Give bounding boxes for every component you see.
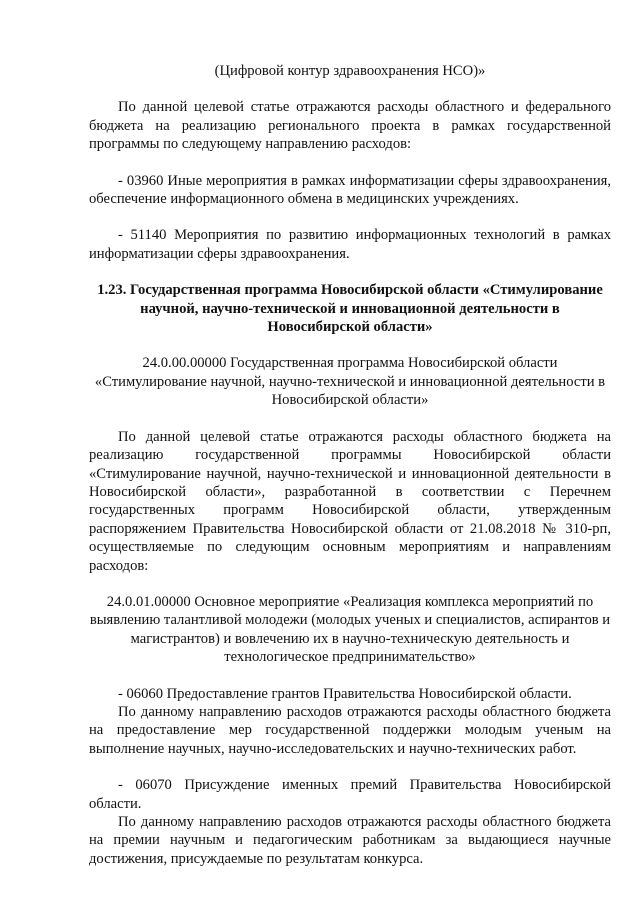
program-code-title: 24.0.00.00000 Государственная программа Новосибирской области «Стимулирование научной, научно-технической и инновационной деятельности в Новосибирской области» (94, 355, 606, 409)
expense-item-06060: - 06060 Предоставление грантов Правительства Новосибирской области. (118, 685, 572, 702)
paragraph-expenses-intro: По данной целевой статье отражаются расходы областного и федерального бюджета на реализацию регионального проекта в рамках государственной программы по следующему направлению расходов: (89, 99, 611, 153)
main-activity-title: 24.0.01.00000 Основное мероприятие «Реализация комплекса мероприятий по выявлению талантливой молодежи (молодых ученых и специалистов, аспирантов и магистрантов) и вовлечению их в научно-техническую деятельность и технологическое предпринимательство» (89, 593, 611, 666)
expense-item-51140: - 51140 Мероприятия по развитию информационных технологий в рамках информатизации сферы здравоохранения. (89, 227, 611, 262)
document-body (89, 62, 611, 868)
expense-item-06070: - 06070 Присуждение именных премий Правительства Новосибирской области. (89, 777, 611, 812)
paragraph-06070-description: По данному направлению расходов отражаются расходы областного бюджета на премии научным и педагогическим работникам за выдающиеся научные достижения, присуждаемые по результатам конкурса. (89, 814, 611, 867)
paragraph-06060-description: По данному направлению расходов отражаются расходы областного бюджета на предоставление мер государственной поддержки молодым ученым на выполнение научных, научно-исследовательских и научно-технических работ. (89, 703, 611, 757)
expense-item-03960: - 03960 Иные мероприятия в рамках информатизации сферы здравоохранения, обеспечение информационного обмена в медицинских учреждениях. (89, 172, 611, 208)
section-heading-1-23: 1.23. Государственная программа Новосибирской области «Стимулирование научной, научно-технической и инновационной деятельности в Новосибирской области» (97, 282, 603, 336)
paragraph-program-description: По данной целевой статье отражаются расходы областного бюджета на реализацию государственной программы Новосибирской области «Стимулирование научной, научно-технической и инновационной деятельности в Новосибирской области», разработанной в соответствии с Перечнем государственных программ Новосибирской области, утвержденным распоряжением Правительства Новосибирской области от 21.08.2018 № 310-рп, осуществляемые по следующим основным мероприятиям и направлениям расходов: (89, 428, 611, 574)
subtitle-line: (Цифровой контур здравоохранения НСО)» (214, 63, 486, 79)
